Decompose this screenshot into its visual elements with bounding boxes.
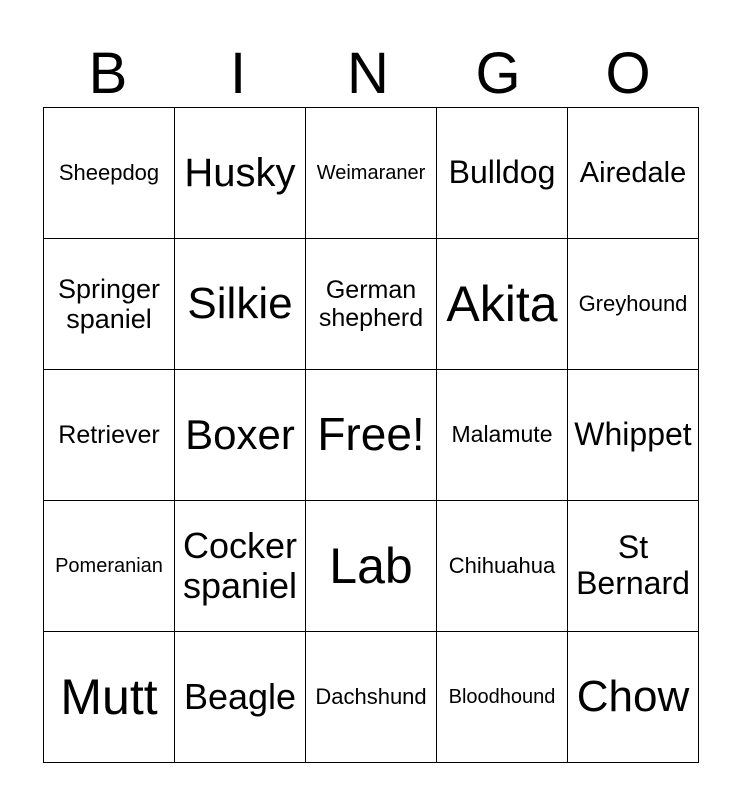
bingo-cell[interactable]: Sheepdog <box>44 108 175 239</box>
bingo-cell[interactable]: Bloodhound <box>437 632 568 763</box>
bingo-cell[interactable]: Pomeranian <box>44 501 175 632</box>
bingo-cell[interactable]: German shepherd <box>306 239 437 370</box>
bingo-cell[interactable]: Malamute <box>437 370 568 501</box>
bingo-cell[interactable]: Whippet <box>568 370 699 501</box>
bingo-cell[interactable]: Beagle <box>175 632 306 763</box>
bingo-cell[interactable]: Akita <box>437 239 568 370</box>
bingo-cell-free[interactable]: Free! <box>306 370 437 501</box>
bingo-cell[interactable]: Husky <box>175 108 306 239</box>
bingo-cell[interactable]: Silkie <box>175 239 306 370</box>
bingo-cell[interactable]: Retriever <box>44 370 175 501</box>
bingo-cell[interactable]: Chow <box>568 632 699 763</box>
board-row <box>44 370 699 501</box>
board-row <box>44 108 699 239</box>
bingo-cell[interactable]: Bulldog <box>437 108 568 239</box>
bingo-cell[interactable]: Lab <box>306 501 437 632</box>
board-row <box>44 501 699 632</box>
header-letter-i: I <box>229 41 247 106</box>
bingo-cell[interactable]: Boxer <box>175 370 306 501</box>
bingo-cell[interactable]: Dachshund <box>306 632 437 763</box>
board-row <box>44 632 699 763</box>
bingo-cell[interactable]: St Bernard <box>568 501 699 632</box>
bingo-cell[interactable]: Chihuahua <box>437 501 568 632</box>
bingo-header <box>43 40 693 108</box>
bingo-cell[interactable]: Springer spaniel <box>44 239 175 370</box>
header-letter-b: B <box>88 41 128 106</box>
bingo-cell[interactable]: Weimaraner <box>306 108 437 239</box>
board-row <box>44 239 699 370</box>
header-letter-o: O <box>605 41 651 106</box>
bingo-cell[interactable]: Mutt <box>44 632 175 763</box>
bingo-cell[interactable]: Cocker spaniel <box>175 501 306 632</box>
bingo-cell[interactable]: Airedale <box>568 108 699 239</box>
header-letter-n: N <box>347 41 389 106</box>
header-letter-g: G <box>475 41 521 106</box>
bingo-cell[interactable]: Greyhound <box>568 239 699 370</box>
bingo-board <box>43 107 699 763</box>
